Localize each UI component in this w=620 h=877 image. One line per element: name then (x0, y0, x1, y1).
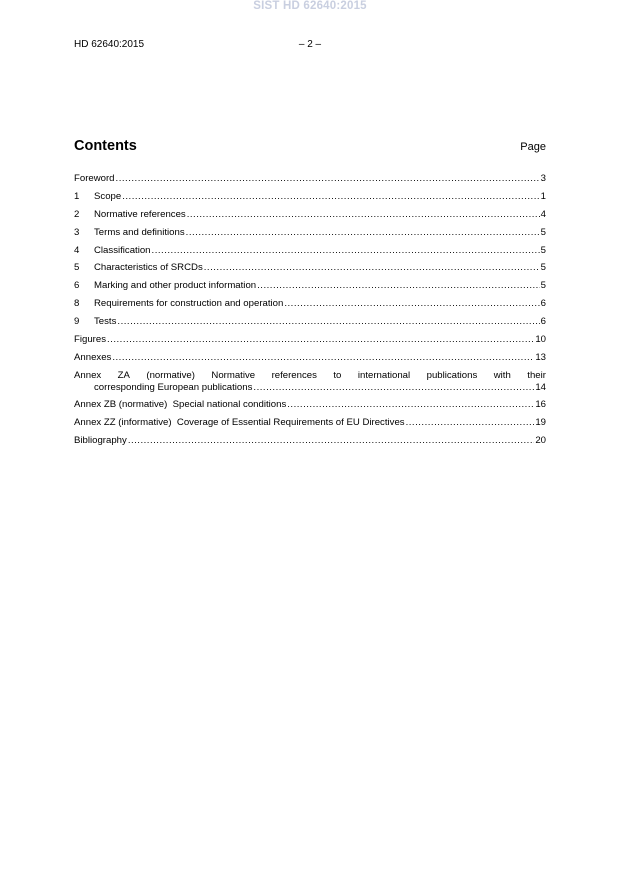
toc-entry[interactable] (74, 414, 546, 432)
toc-entry-number: 9 (74, 316, 80, 328)
toc-entry[interactable] (74, 349, 546, 367)
dot-leader (116, 170, 540, 188)
toc-entry-page: 5 (540, 226, 546, 238)
toc-entry-page: 4 (540, 208, 546, 220)
toc-entry-page: 13 (535, 351, 546, 363)
toc-entry-number: 1 (74, 190, 80, 202)
page-column-label: Page (520, 141, 546, 153)
toc-entry-word: references (271, 369, 317, 381)
toc-entry-page: 10 (535, 334, 546, 346)
dot-leader (204, 259, 540, 277)
toc-entry[interactable] (74, 396, 546, 414)
dot-leader (406, 414, 535, 432)
dot-leader (117, 313, 539, 331)
toc-entry-page: 5 (540, 244, 546, 256)
dot-leader (152, 242, 540, 260)
toc-entry-word: publications (426, 369, 478, 381)
toc-entry-page: 6 (540, 298, 546, 310)
toc-entry-label: Normative references (94, 208, 186, 220)
toc-entry-number: 8 (74, 298, 80, 310)
toc-entry[interactable] (74, 242, 546, 260)
toc-entry-label: corresponding European publications (94, 381, 253, 393)
toc-entry[interactable] (74, 432, 546, 450)
toc-entry[interactable] (74, 188, 546, 206)
toc-entry[interactable] (74, 259, 546, 277)
toc-entry-label: Marking and other product information (94, 280, 257, 292)
dot-leader (107, 331, 534, 349)
toc-entry-label: Scope (94, 190, 122, 202)
table-of-contents (74, 170, 546, 449)
toc-entry-label: Characteristics of SRCDs (94, 262, 203, 274)
dot-leader (186, 224, 540, 242)
toc-entry-page: 6 (540, 316, 546, 328)
watermark: SIST HD 62640:2015 (253, 0, 367, 12)
toc-entry-page: 16 (535, 398, 546, 410)
toc-entry[interactable] (74, 331, 546, 349)
dot-leader (257, 277, 540, 295)
toc-entry-label: Classification (94, 244, 151, 256)
toc-entry-annex-za[interactable] (74, 370, 546, 394)
contents-title: Contents (74, 138, 137, 154)
toc-entry-word: Normative (211, 369, 256, 381)
document-id: HD 62640:2015 (74, 39, 145, 50)
toc-entry-number: 4 (74, 244, 80, 256)
toc-entry[interactable] (74, 206, 546, 224)
toc-entry[interactable] (74, 277, 546, 295)
toc-entry-label: Annex ZZ (informative) Coverage of Essential Requirements of EU Directives (74, 416, 405, 428)
toc-entry-page: 14 (535, 381, 546, 393)
toc-entry-word: (normative) (146, 369, 195, 381)
dot-leader (284, 295, 539, 313)
toc-entry-label: Terms and definitions (94, 226, 185, 238)
toc-entry-word: international (357, 369, 411, 381)
toc-entry-number: 5 (74, 262, 80, 274)
toc-entry-word: to (333, 369, 342, 381)
toc-entry[interactable] (74, 224, 546, 242)
toc-entry-number: 2 (74, 208, 80, 220)
dot-leader (287, 396, 534, 414)
toc-entry-page: 19 (535, 416, 546, 428)
toc-entry[interactable] (74, 170, 546, 188)
toc-entry-label: Bibliography (74, 434, 127, 446)
page-number: – 2 – (298, 39, 322, 50)
toc-entry-page: 1 (540, 190, 546, 202)
toc-entry-number: 6 (74, 280, 80, 292)
toc-entry-page: 20 (535, 434, 546, 446)
dot-leader (112, 349, 534, 367)
toc-entry-word: with (493, 369, 511, 381)
toc-entry-label: Requirements for construction and operation (94, 298, 284, 310)
toc-entry-label: Annexes (74, 351, 112, 363)
toc-entry-label: Foreword (74, 173, 115, 184)
toc-entry-word: their (527, 369, 546, 381)
toc-entry-number: 3 (74, 226, 80, 238)
dot-leader (122, 188, 539, 206)
toc-entry-word: ZA (117, 369, 130, 381)
toc-entry[interactable] (74, 313, 546, 331)
toc-entry[interactable] (74, 295, 546, 313)
toc-entry-label: Annex ZB (normative) Special national conditions (74, 398, 287, 410)
toc-entry-label: Tests (94, 316, 117, 328)
toc-entry-page: 5 (540, 280, 546, 292)
dot-leader (253, 382, 534, 394)
dot-leader (187, 206, 540, 224)
toc-entry-label: Figures (74, 334, 106, 346)
toc-entry-page: 5 (540, 262, 546, 274)
toc-entry-page: 3 (540, 173, 546, 184)
dot-leader (128, 432, 535, 450)
toc-entry-word: Annex (74, 369, 102, 381)
